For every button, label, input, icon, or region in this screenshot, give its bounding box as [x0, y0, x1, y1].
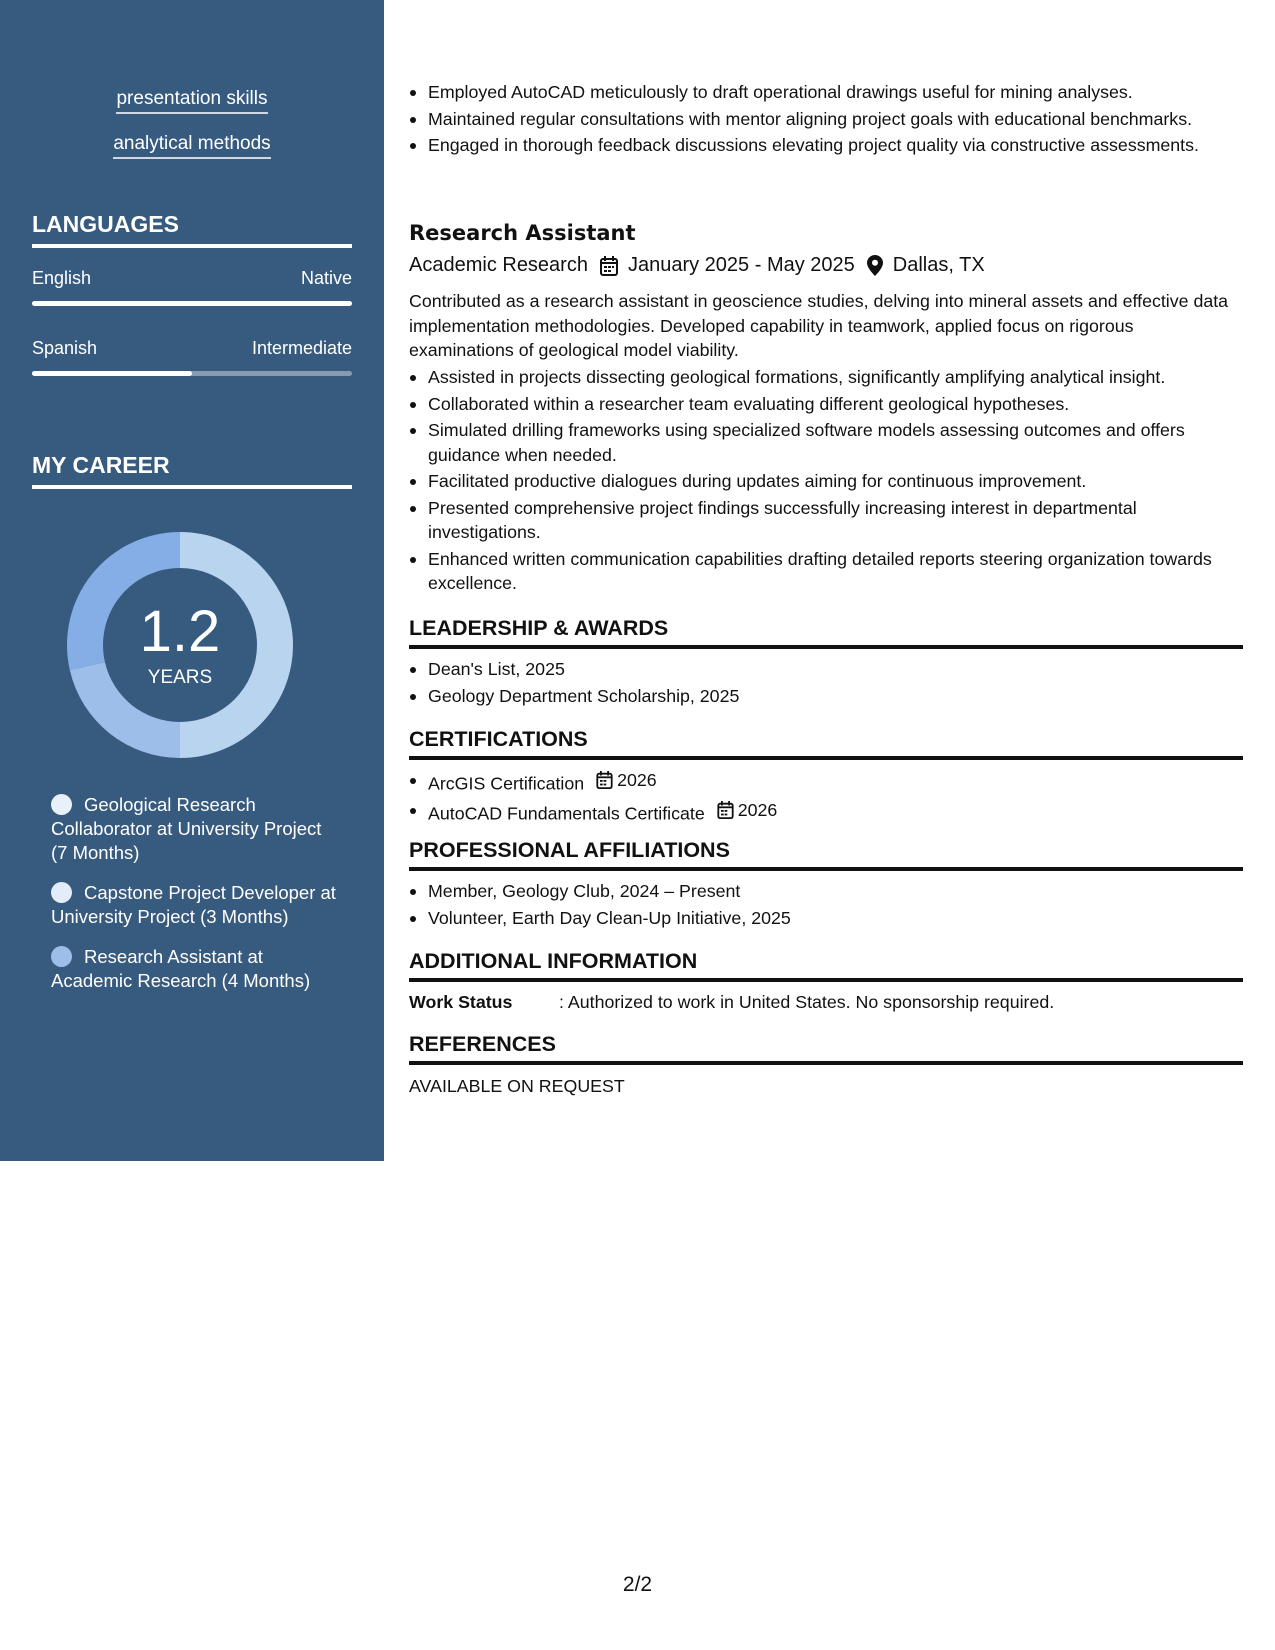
language-bar-fill	[32, 371, 192, 376]
certification-name: AutoCAD Fundamentals Certificate	[428, 803, 705, 823]
language-bar-track	[32, 301, 352, 306]
list-item: Employed AutoCAD meticulously to draft operational drawings useful for mining analyses.	[409, 80, 1243, 105]
language-name: English	[32, 268, 92, 288]
language-bar-fill	[32, 301, 352, 306]
list-item: Geology Department Scholarship, 2025	[409, 684, 1243, 709]
language-row	[32, 338, 352, 378]
language-level: Native	[300, 268, 352, 288]
list-item: Engaged in thorough feedback discussions elevating project quality via constructive assessments.	[409, 133, 1243, 158]
career-item: Capstone Project Developer at University Project (3 Months)	[51, 882, 336, 927]
calendar-icon	[717, 801, 734, 819]
calendar-icon	[600, 256, 618, 276]
list-item: Presented comprehensive project findings successfully increasing interest in departmental investigations.	[409, 496, 1243, 545]
certifications-list	[409, 768, 1243, 828]
job-bullets	[409, 365, 1243, 598]
job-company: Academic Research	[409, 254, 588, 276]
work-status-value: : Authorized to work in United States. No sponsorship required.	[559, 992, 1055, 1012]
skill-tag: analytical methods	[0, 133, 384, 159]
sidebar	[0, 0, 384, 1161]
list-item: Facilitated productive dialogues during updates aiming for continuous improvement.	[409, 469, 1243, 494]
language-name: Spanish	[32, 338, 98, 358]
certifications-heading: CERTIFICATIONS	[409, 727, 1243, 760]
legend-dot	[51, 882, 72, 903]
job-dates: January 2025 - May 2025	[627, 254, 855, 276]
career-item: Geological Research Collaborator at University Project (7 Months)	[51, 794, 322, 863]
work-status-row	[409, 992, 1054, 1013]
list-item	[409, 798, 1243, 826]
job-title: Research Assistant	[409, 221, 636, 245]
list-item: Maintained regular consultations with mentor aligning project goals with educational benchmarks.	[409, 107, 1243, 132]
certification-year: 2026	[617, 770, 657, 790]
calendar-icon	[596, 771, 613, 789]
legend-dot	[51, 794, 72, 815]
leadership-heading: LEADERSHIP & AWARDS	[409, 616, 1243, 649]
list-item	[409, 768, 1243, 796]
certification-year: 2026	[737, 799, 778, 820]
job-summary: Contributed as a research assistant in geoscience studies, delving into mineral assets and effective data implementation methodologies. Developed capability in teamwork, applied focus on rigorous examinations of geological model viability.	[409, 291, 1229, 360]
career-item: Research Assistant at Academic Research (4 Months)	[51, 946, 311, 991]
career-heading: MY CAREER	[32, 452, 352, 489]
legend-dot	[51, 946, 72, 967]
languages-heading: LANGUAGES	[32, 211, 352, 248]
list-item: Enhanced written communication capabilities drafting detailed reports steering organization towards excellence.	[409, 547, 1243, 596]
work-status-label: Work Status	[409, 992, 513, 1012]
career-years-unit: YEARS	[147, 667, 213, 688]
certification-name: ArcGIS Certification	[428, 773, 585, 794]
affiliations-list	[409, 879, 1243, 932]
affiliations-heading: PROFESSIONAL AFFILIATIONS	[409, 838, 1243, 871]
additional-info-heading: ADDITIONAL INFORMATION	[409, 949, 1243, 982]
list-item: Simulated drilling frameworks using specialized software models assessing outcomes and offers guidance when needed.	[409, 418, 1243, 467]
career-years-value: 1.2	[139, 599, 221, 664]
language-row	[32, 268, 352, 308]
list-item: Member, Geology Club, 2024 – Present	[409, 879, 1243, 904]
list-item: Collaborated within a researcher team evaluating different geological hypotheses.	[409, 392, 1243, 417]
language-bar-track	[32, 371, 352, 376]
list-item: Volunteer, Earth Day Clean-Up Initiative, 2025	[409, 906, 1243, 931]
list-item: Assisted in projects dissecting geological formations, significantly amplifying analytical insight.	[409, 365, 1243, 390]
job-meta	[409, 254, 985, 277]
location-pin-icon	[867, 255, 883, 276]
experience-bullets	[409, 80, 1243, 160]
references-text: AVAILABLE ON REQUEST	[409, 1076, 625, 1096]
job-location: Dallas, TX	[892, 254, 985, 276]
skill-tag: presentation skills	[0, 88, 384, 114]
references-heading: REFERENCES	[409, 1032, 1243, 1065]
leadership-list	[409, 657, 1243, 710]
page-number: 2/2	[622, 1573, 653, 1596]
language-level: Intermediate	[251, 338, 352, 358]
list-item: Dean's List, 2025	[409, 657, 1243, 682]
